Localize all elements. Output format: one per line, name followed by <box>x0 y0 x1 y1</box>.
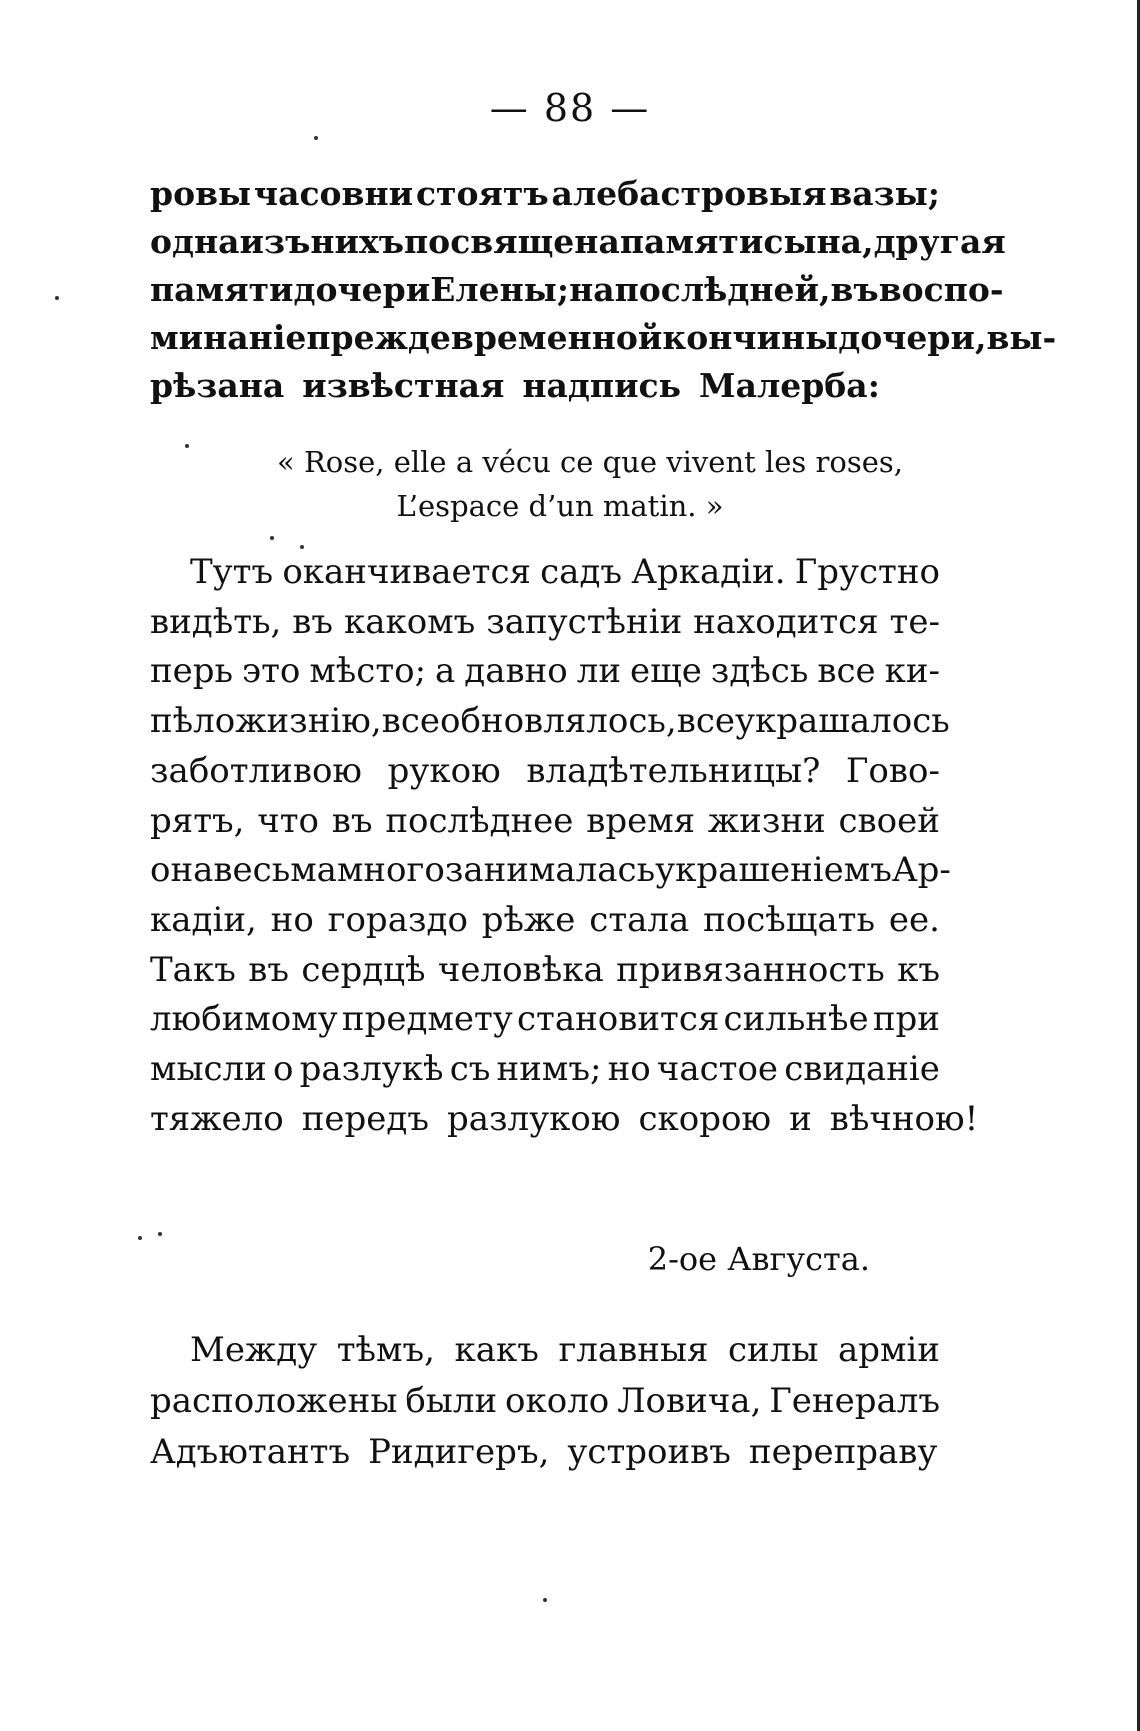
word: Елены; <box>430 270 570 309</box>
scan-speck <box>314 136 318 140</box>
paragraph-final <box>150 1325 940 1478</box>
word: запустѣнiи <box>486 601 683 642</box>
page-number: — 88 — <box>489 86 651 130</box>
word: но <box>270 899 314 940</box>
text-line <box>150 747 940 797</box>
word: мѣсто; <box>309 651 427 692</box>
word: Ловича, <box>617 1381 762 1421</box>
word: ки- <box>884 651 940 692</box>
text-line <box>150 1045 940 1095</box>
text-line <box>150 1095 979 1145</box>
word: къ <box>897 949 940 990</box>
word: армiи <box>837 1330 940 1370</box>
word: Между <box>190 1330 318 1370</box>
word: Тутъ <box>190 552 274 592</box>
word: Генералъ <box>769 1381 940 1421</box>
word: Малерба: <box>699 366 880 405</box>
word: посѣщать <box>703 899 876 940</box>
word: кончины <box>662 318 839 357</box>
word: Грустно <box>794 552 940 592</box>
text-line <box>150 1376 940 1427</box>
word: передъ <box>301 1098 429 1139</box>
paragraph-main <box>150 548 979 1144</box>
word: садъ <box>540 552 623 592</box>
word: кадiи, <box>150 899 257 940</box>
word: становится <box>516 999 720 1040</box>
word: посвящена <box>404 222 620 261</box>
word: силы <box>728 1330 819 1370</box>
word: украшалось <box>735 701 950 742</box>
word: извѣстная <box>302 366 505 405</box>
text-line <box>150 797 940 847</box>
word: послѣднее <box>385 800 574 841</box>
word: ее. <box>888 899 940 940</box>
word: скорою <box>638 1098 772 1139</box>
word: сына, <box>763 222 874 261</box>
word: те- <box>889 601 940 642</box>
word: заботливою <box>150 750 363 791</box>
word: были <box>405 1381 498 1421</box>
word: еще <box>629 651 702 692</box>
word: памяти <box>619 222 764 261</box>
word: нимъ; <box>496 1049 602 1090</box>
word: надпись <box>522 366 682 405</box>
word: рѣже <box>481 899 576 940</box>
word: много <box>336 850 445 891</box>
word: памяти <box>150 270 294 309</box>
word: на <box>569 270 615 309</box>
word: все <box>817 651 876 692</box>
epigraph <box>0 440 1140 528</box>
word: вы- <box>986 318 1057 357</box>
word: это <box>242 651 301 692</box>
word: своей <box>838 800 940 841</box>
word: около <box>505 1381 610 1421</box>
text-line <box>150 995 940 1045</box>
word: частое <box>656 1049 779 1090</box>
text-line <box>150 266 1004 314</box>
scan-speck <box>158 1232 162 1236</box>
word: изъ <box>239 222 311 261</box>
text-line <box>150 314 1057 362</box>
word: украшенiемъ <box>655 850 892 891</box>
word: но <box>607 1049 651 1090</box>
epigraph-line-2: L’espace d’un matin. » <box>396 489 724 523</box>
word: рукою <box>387 750 501 791</box>
word: при <box>872 999 940 1040</box>
word: алебастровыя <box>551 174 827 213</box>
text-line <box>190 548 940 598</box>
word: разлукѣ <box>299 1049 444 1090</box>
epigraph-line-1: « Rose, elle a vécu ce que vivent les roses, <box>276 445 904 479</box>
scan-speck <box>138 1236 142 1240</box>
word: оканчивается <box>282 552 531 592</box>
word: стоятъ <box>415 174 549 213</box>
text-line <box>150 170 940 218</box>
scan-speck <box>185 444 189 448</box>
word: гораздо <box>327 899 468 940</box>
word: въ <box>331 800 373 841</box>
word: часовни <box>253 174 414 213</box>
word: время <box>586 800 696 841</box>
text-line <box>150 946 940 996</box>
word: дочери <box>293 270 431 309</box>
scan-speck <box>270 536 274 540</box>
word: все <box>381 701 440 742</box>
text-line <box>150 1427 940 1478</box>
text-line <box>150 647 940 697</box>
word: рѣзана <box>150 366 285 405</box>
word: жизни <box>707 800 826 841</box>
word: рятъ, <box>150 800 245 841</box>
text-line <box>150 846 951 896</box>
word: человѣка <box>437 949 604 990</box>
word: Аркадiи. <box>631 552 786 592</box>
word: воспо- <box>878 270 1004 309</box>
word: ли <box>576 651 621 692</box>
word: жизнiю, <box>235 701 382 742</box>
word: владѣтельницы? <box>526 750 821 791</box>
word: стала <box>589 899 690 940</box>
word: давно <box>464 651 568 692</box>
word: вазы; <box>829 174 940 213</box>
word: а <box>435 651 456 692</box>
word: одна <box>150 222 240 261</box>
word: сильнѣе <box>723 999 869 1040</box>
word: о <box>272 1049 294 1090</box>
word: ровы <box>150 174 252 213</box>
word: въ <box>830 270 879 309</box>
word: устроивъ <box>567 1432 731 1472</box>
word: пѣло <box>150 701 236 742</box>
word: тяжело <box>150 1098 284 1139</box>
word: послѣдней, <box>614 270 831 309</box>
word: весьма <box>213 850 337 891</box>
word: нихъ <box>310 222 405 261</box>
word: занималась <box>444 850 656 891</box>
word: разлукою <box>446 1098 621 1139</box>
word: минанiе <box>150 318 307 357</box>
text-line <box>150 218 1006 266</box>
word: предмету <box>341 999 513 1040</box>
word: какомъ <box>343 601 476 642</box>
scan-speck <box>543 1598 547 1602</box>
word: Гово- <box>845 750 940 791</box>
text-line <box>190 1325 940 1376</box>
word: другая <box>873 222 1006 261</box>
word: какъ <box>454 1330 539 1370</box>
word: Ридигеръ, <box>368 1432 550 1472</box>
word: мысли <box>150 1049 267 1090</box>
word: Такъ <box>150 949 236 990</box>
word: въ <box>292 601 334 642</box>
word: главныя <box>558 1330 709 1370</box>
word: обновлялось, <box>439 701 677 742</box>
word: переправу <box>748 1432 938 1472</box>
word: видѣть, <box>150 601 282 642</box>
scan-speck <box>55 296 59 300</box>
word: находится <box>693 601 879 642</box>
scan-speck <box>300 545 304 549</box>
date-heading: 2-ое Августа. <box>647 1240 870 1278</box>
word: дочери, <box>838 318 987 357</box>
word: и <box>789 1098 812 1139</box>
text-line <box>150 598 940 648</box>
word: вѣчною! <box>829 1098 979 1139</box>
word: свиданiе <box>784 1049 940 1090</box>
word: расположены <box>150 1381 398 1421</box>
word: все <box>676 701 735 742</box>
paragraph-top <box>150 170 1057 410</box>
word: Ар- <box>891 850 951 891</box>
word: съ <box>449 1049 491 1090</box>
text-line <box>150 362 940 410</box>
word: что <box>257 800 319 841</box>
word: сердцѣ <box>301 949 426 990</box>
word: въ <box>248 949 289 990</box>
word: привязанность <box>616 949 885 990</box>
word: перь <box>150 651 234 692</box>
word: Адъютантъ <box>150 1432 351 1472</box>
word: тѣмъ, <box>336 1330 435 1370</box>
text-line <box>150 697 950 747</box>
text-line <box>150 896 940 946</box>
word: здѣсь <box>710 651 809 692</box>
word: преждевременной <box>306 318 663 357</box>
word: любимому <box>150 999 338 1040</box>
word: она <box>150 850 214 891</box>
